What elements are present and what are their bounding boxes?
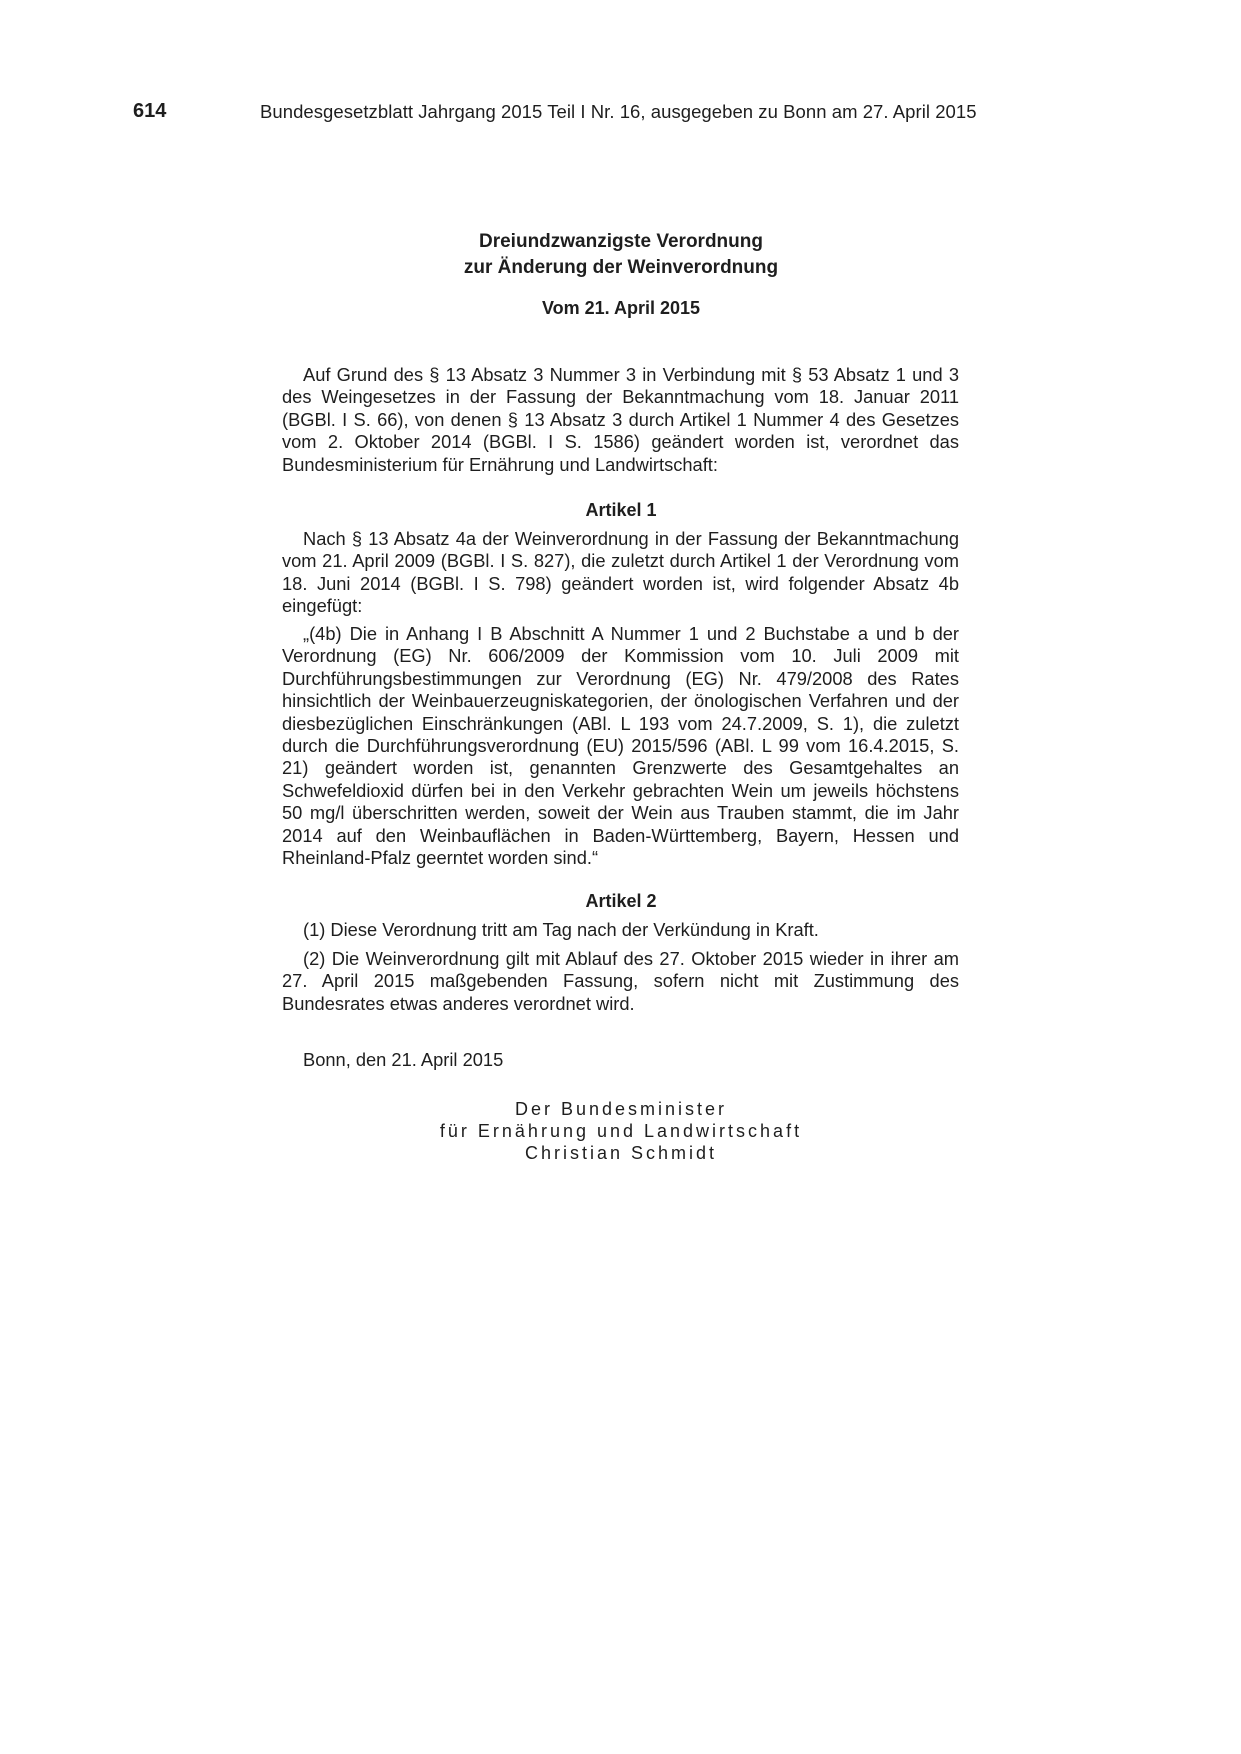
document-title-line-2: zur Änderung der Weinverordnung — [463, 257, 779, 278]
document-title-line-1: Dreiundzwanzigste Verordnung — [479, 231, 763, 252]
article-1-text-1: Nach § 13 Absatz 4a der Weinverordnung in der Fassung der Bekanntmachung vom 21. April 2009 (BGBl. I S. 827), die zuletzt durch Artikel 1 der Verordnung vom 18. Juni 2014 (BGBl. I S. 798) geändert worden ist, wird folgender Absatz 4b eingefügt: — [282, 528, 959, 617]
article-2-text-1: (1) Diese Verordnung tritt am Tag nach der Verkündung in Kraft. — [303, 919, 819, 940]
signature-name: Christian Schmidt — [524, 1143, 718, 1163]
signature-title: Der Bundesminister — [514, 1099, 728, 1119]
article-1-paragraph-2 — [282, 623, 959, 869]
article-2-paragraph-1 — [282, 919, 959, 941]
article-1-paragraph-1 — [282, 528, 959, 618]
signature-ministry: für Ernährung und Landwirtschaft — [439, 1121, 803, 1141]
preamble-text: Auf Grund des § 13 Absatz 3 Nummer 3 in Verbindung mit § 53 Absatz 1 und 3 des Weingesetzes in der Fassung der Bekanntmachung vom 18. Januar 2011 (BGBl. I S. 66), von denen § 13 Absatz 3 durch Artikel 1 Nummer 4 des Gesetzes vom 2. Oktober 2014 (BGBl. I S. 1586) geändert worden ist, verordnet das Bundesministerium für Ernährung und Landwirtschaft: — [282, 364, 959, 475]
place-and-date: Bonn, den 21. April 2015 — [303, 1049, 504, 1070]
article-1-text-2: „(4b) Die in Anhang I B Abschnitt A Nummer 1 und 2 Buchstabe a und b der Verordnung (EG) Nr. 606/2009 der Kommission vom 10. Juli 2009 mit Durchführungsbestimmungen zur Verordnung (EG) Nr. 479/2008 des Rates hinsichtlich der Weinbauerzeugniskategorien, der önologischen Verfahren und der diesbezüglichen Einschränkungen (ABl. L 193 vom 24.7.2009, S. 1), die zuletzt durch die Durchführungsverordnung (EU) 2015/596 (ABl. L 99 vom 16.4.2015, S. 21) geändert worden ist, genannten Grenzwerte des Gesamtgehaltes an Schwefeldioxid dürfen bei in den Verkehr gebrachten Wein um jeweils höchstens 50 mg/l überschritten werden, soweit der Wein aus Trauben stammt, die im Jahr 2014 auf den Weinbauflächen in Baden-Württemberg, Bayern, Hessen und Rheinland-Pfalz geerntet worden sind.“ — [282, 623, 959, 869]
article-1-heading: Artikel 1 — [585, 500, 657, 520]
article-2-paragraph-2 — [282, 948, 959, 1015]
page-number: 614 — [133, 100, 167, 122]
running-head: Bundesgesetzblatt Jahrgang 2015 Teil I Nr. 16, ausgegeben zu Bonn am 27. April 2015 — [260, 101, 977, 122]
article-2-text-2: (2) Die Weinverordnung gilt mit Ablauf des 27. Oktober 2015 wieder in ihrer am 27. April 2015 maßgebenden Fassung, sofern nicht mit Zustimmung des Bundesrates etwas anderes verordnet wird. — [282, 948, 959, 1014]
article-2-heading: Artikel 2 — [585, 891, 657, 911]
page-header — [133, 100, 1191, 130]
document-date: Vom 21. April 2015 — [541, 298, 701, 318]
preamble — [282, 364, 959, 476]
